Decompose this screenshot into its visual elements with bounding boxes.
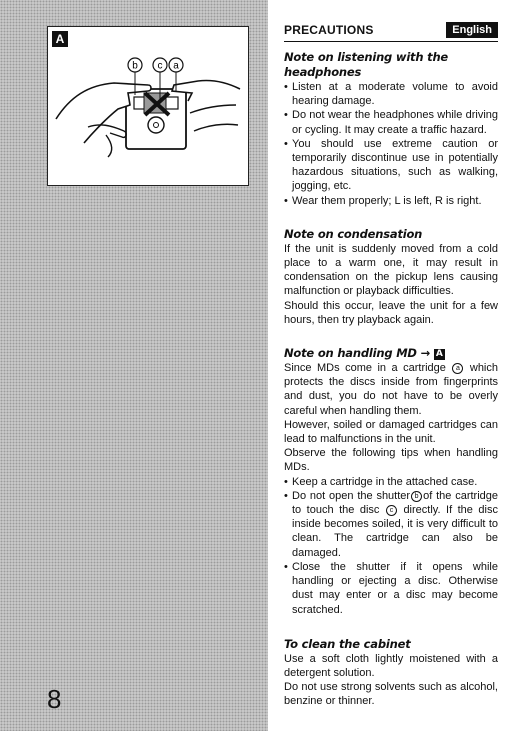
list-item: • Wear them properly; L is left, R is right. bbox=[284, 194, 482, 207]
cabinet-paragraph: Do not use strong solvents such as alcohol, benzine or thinner. bbox=[284, 681, 498, 708]
cabinet-section bbox=[284, 637, 498, 709]
handling-md-section bbox=[284, 346, 498, 617]
handling-intro: Since MDs come in a cartridge a which protects the discs inside from fingerprints and dust, you do not have to be overly careful when handling them. bbox=[284, 362, 498, 417]
handling-paragraph: Observe the following tips when handling MDs. bbox=[284, 447, 498, 474]
callout-ref-a: a bbox=[452, 363, 463, 374]
figure-label-a: A bbox=[52, 31, 68, 47]
header-title: PRECAUTIONS bbox=[284, 22, 374, 37]
list-item: • Keep a cartridge in the attached case. bbox=[284, 475, 478, 488]
condensation-heading: Note on condensation bbox=[284, 226, 423, 241]
list-item: • Listen at a moderate volume to avoid hearing damage. bbox=[284, 81, 498, 108]
condensation-paragraph: If the unit is suddenly moved from a cold place to a warm one, it may result in condensation on the pickup lens causing malfunction or playback difficulties. bbox=[284, 242, 498, 298]
callout-a: a bbox=[173, 60, 179, 72]
hands-holding-md-icon bbox=[48, 27, 247, 184]
list-item: • Close the shutter if it opens while handling or ejecting a disc. Otherwise dust may enter or a disc may become scratched. bbox=[284, 560, 498, 616]
handling-paragraph: However, soiled or damaged cartridges can lead to malfunctions in the unit. bbox=[284, 418, 498, 446]
md-handling-illustration bbox=[47, 26, 249, 186]
condensation-paragraph: Should this occur, leave the unit for a few hours, then try playback again. bbox=[284, 299, 498, 326]
headphones-section bbox=[284, 50, 498, 208]
list-item: • Do not wear the headphones while driving or cycling. It may create a traffic hazard. bbox=[284, 109, 498, 136]
list-item: • You should use extreme caution or temporarily discontinue use in potentially hazardous situations, such as walking, jogging, etc. bbox=[284, 137, 498, 193]
callout-ref-c: c bbox=[386, 505, 397, 516]
cabinet-heading: To clean the cabinet bbox=[284, 636, 411, 651]
figure-ref-a: A bbox=[435, 349, 443, 360]
callout-ref-b: b bbox=[411, 491, 422, 502]
headphones-heading: Note on listening with the headphones bbox=[284, 50, 449, 79]
precautions-content bbox=[284, 20, 498, 709]
language-badge: English bbox=[446, 22, 498, 38]
cabinet-paragraph: Use a soft cloth lightly moistened with a detergent solution. bbox=[284, 652, 498, 679]
handling-heading: Note on handling MD → A bbox=[284, 346, 443, 361]
condensation-section bbox=[284, 227, 498, 327]
callout-c: c bbox=[157, 60, 163, 72]
page-header bbox=[284, 20, 498, 42]
callout-b: b bbox=[132, 60, 138, 72]
arrow-right-icon: → bbox=[420, 346, 431, 361]
page-number: 8 bbox=[47, 684, 62, 714]
list-item: • Do not open the shutter b of the cartridge to touch the disc c directly. If the disc inside becomes soiled, it is very difficult to clean. The cartridge can also be damaged. bbox=[284, 489, 499, 559]
